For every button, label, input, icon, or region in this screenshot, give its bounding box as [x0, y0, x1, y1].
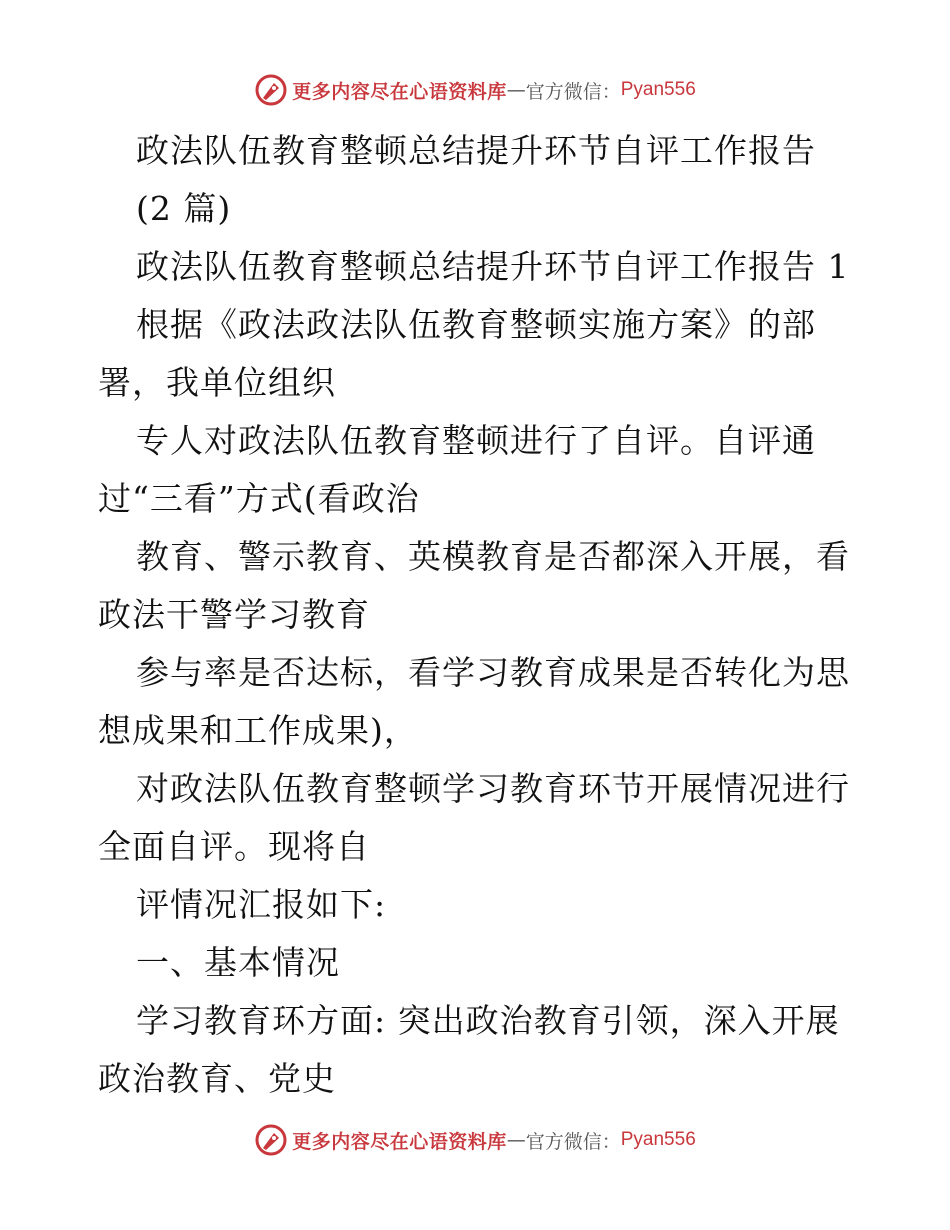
section-heading: 一、基本情况 [136, 943, 340, 982]
report-heading: 政法队伍教育整顿总结提升环节自评工作报告 1 [136, 247, 850, 286]
paragraph-line: 评情况汇报如下: [136, 885, 387, 924]
paragraph-line: 政法干警学习教育 [98, 595, 370, 634]
footer-banner [0, 1120, 950, 1160]
paragraph-line: 想成果和工作成果)， [98, 711, 418, 750]
banner-separator: — [506, 1129, 526, 1151]
paragraph-line: 学习教育环方面: 突出政治教育引领，深入开展 [136, 1001, 840, 1040]
banner-brand: 更多内容尽在心语资料库 [292, 1130, 507, 1153]
header-banner [0, 70, 950, 110]
paragraph-line: 教育、警示教育、英模教育是否都深入开展，看 [136, 537, 850, 576]
paragraph-line: 过“三看”方式(看政治 [98, 479, 420, 518]
paragraph-line: 根据《政法政法队伍教育整顿实施方案》的部 [136, 305, 816, 344]
paragraph-line: 对政法队伍教育整顿学习教育环节开展情况进行 [136, 769, 850, 808]
banner-wechat-label: 官方微信： [525, 1130, 621, 1153]
pen-nib-circle-icon [254, 73, 288, 107]
banner-brand: 更多内容尽在心语资料库 [292, 80, 507, 103]
paragraph-line: 参与率是否达标，看学习教育成果是否转化为思 [136, 653, 850, 692]
paragraph-line: 专人对政法队伍教育整顿进行了自评。自评通 [136, 421, 816, 460]
document-title: 政法队伍教育整顿总结提升环节自评工作报告 [136, 131, 816, 170]
paragraph-line: 全面自评。现将自 [98, 827, 370, 866]
banner-wechat-handle: Pyan556 [620, 1129, 696, 1150]
paragraph-line: 政治教育、党史 [98, 1059, 336, 1098]
banner-wechat-handle: Pyan556 [620, 79, 696, 100]
banner-wechat-label: 官方微信： [525, 80, 621, 103]
document-body [98, 122, 858, 1108]
pen-nib-circle-icon [254, 1123, 288, 1157]
document-title-count: (2 篇) [136, 189, 232, 228]
paragraph-line: 署，我单位组织 [98, 363, 336, 402]
banner-separator: — [506, 79, 526, 101]
